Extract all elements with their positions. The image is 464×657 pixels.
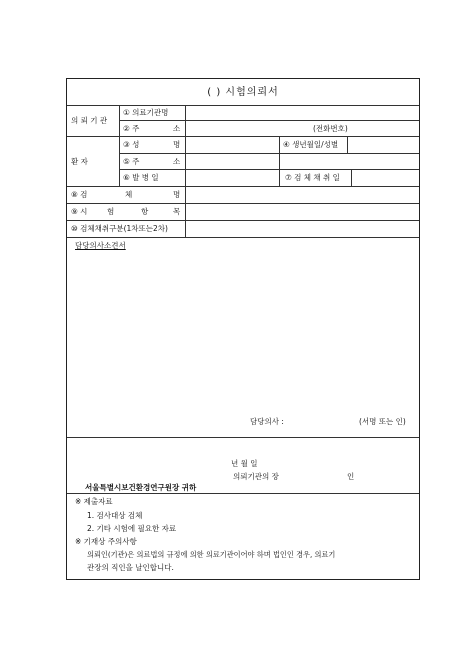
sign-label: (서명 또는 인)	[359, 417, 406, 426]
org-name-label: ① 의료기관명	[123, 108, 169, 117]
write-line-1: 의뢰인(기관)은 의료법의 규정에 의한 의료기관이어야 하며 법인인 경우, 의료기	[87, 550, 336, 559]
requester-section-label: 의 뢰 기 관	[71, 116, 108, 125]
form-title: ( ) 시험의뢰서	[207, 87, 279, 98]
line-patient-bottom	[67, 186, 419, 187]
doctor-label: 담당의사 :	[250, 417, 284, 426]
date-line: 년 월 일	[231, 459, 258, 468]
patient-section-label: 환 자	[71, 157, 88, 166]
test-item-label-3: 항	[141, 207, 149, 216]
addressee: 서울특별시보건환경연구원장 귀하	[85, 483, 197, 492]
line-opinion-bottom	[67, 437, 419, 438]
specimen-label-2: 체	[125, 190, 133, 199]
address-label: ⑤ 주	[123, 157, 140, 166]
line-collect-date-divider	[351, 169, 352, 186]
collect-type-label: ⑩ 검체채취구분(1차또는2차)	[71, 224, 168, 233]
onset-label: ⑥ 발 병 일	[123, 173, 159, 182]
write-title: ※ 기재상 주의사항	[75, 537, 137, 546]
test-request-form	[66, 78, 420, 580]
specimen-label: ⑧ 검	[71, 190, 88, 199]
line-specimen-bottom	[67, 203, 419, 204]
address-label-2: 소	[173, 157, 181, 166]
submit-item-1: 1. 검사대상 검체	[87, 511, 143, 520]
head-line: 의뢰기관의 장	[233, 472, 279, 481]
line-org-1	[119, 120, 419, 121]
seal-mark: 인	[347, 472, 355, 481]
line-patient-1	[119, 153, 419, 154]
test-item-label: ⑨ 시	[71, 207, 88, 216]
specimen-label-3: 명	[173, 190, 181, 199]
org-address-label-2: 소	[173, 124, 181, 133]
test-item-label-4: 목	[173, 207, 181, 216]
line-mid-divider	[279, 136, 280, 186]
org-address-label: ② 주	[123, 124, 140, 133]
line-sign-bottom	[67, 493, 419, 494]
name-label-2: 명	[173, 140, 181, 149]
line-patient-2	[119, 169, 419, 170]
write-line-2: 관장의 직인을 날인합니다.	[87, 563, 174, 572]
opinion-label: 담당의사소견서	[75, 241, 126, 250]
submit-title: ※ 제출자료	[75, 497, 113, 506]
collect-date-label: ⑦ 검 체 채 취 일	[285, 173, 340, 182]
test-item-label-2: 험	[107, 207, 115, 216]
phone-label: (전화번호)	[313, 124, 348, 133]
line-birth-divider	[347, 136, 348, 153]
line-label-divider	[185, 105, 186, 237]
line-section-divider	[119, 105, 120, 186]
birth-label: ④ 생년월일/성별	[283, 140, 339, 149]
submit-item-2: 2. 기타 시험에 필요한 자료	[87, 524, 177, 533]
line-test-bottom	[67, 220, 419, 221]
line-collect-bottom	[67, 237, 419, 238]
name-label: ③ 성	[123, 140, 140, 149]
